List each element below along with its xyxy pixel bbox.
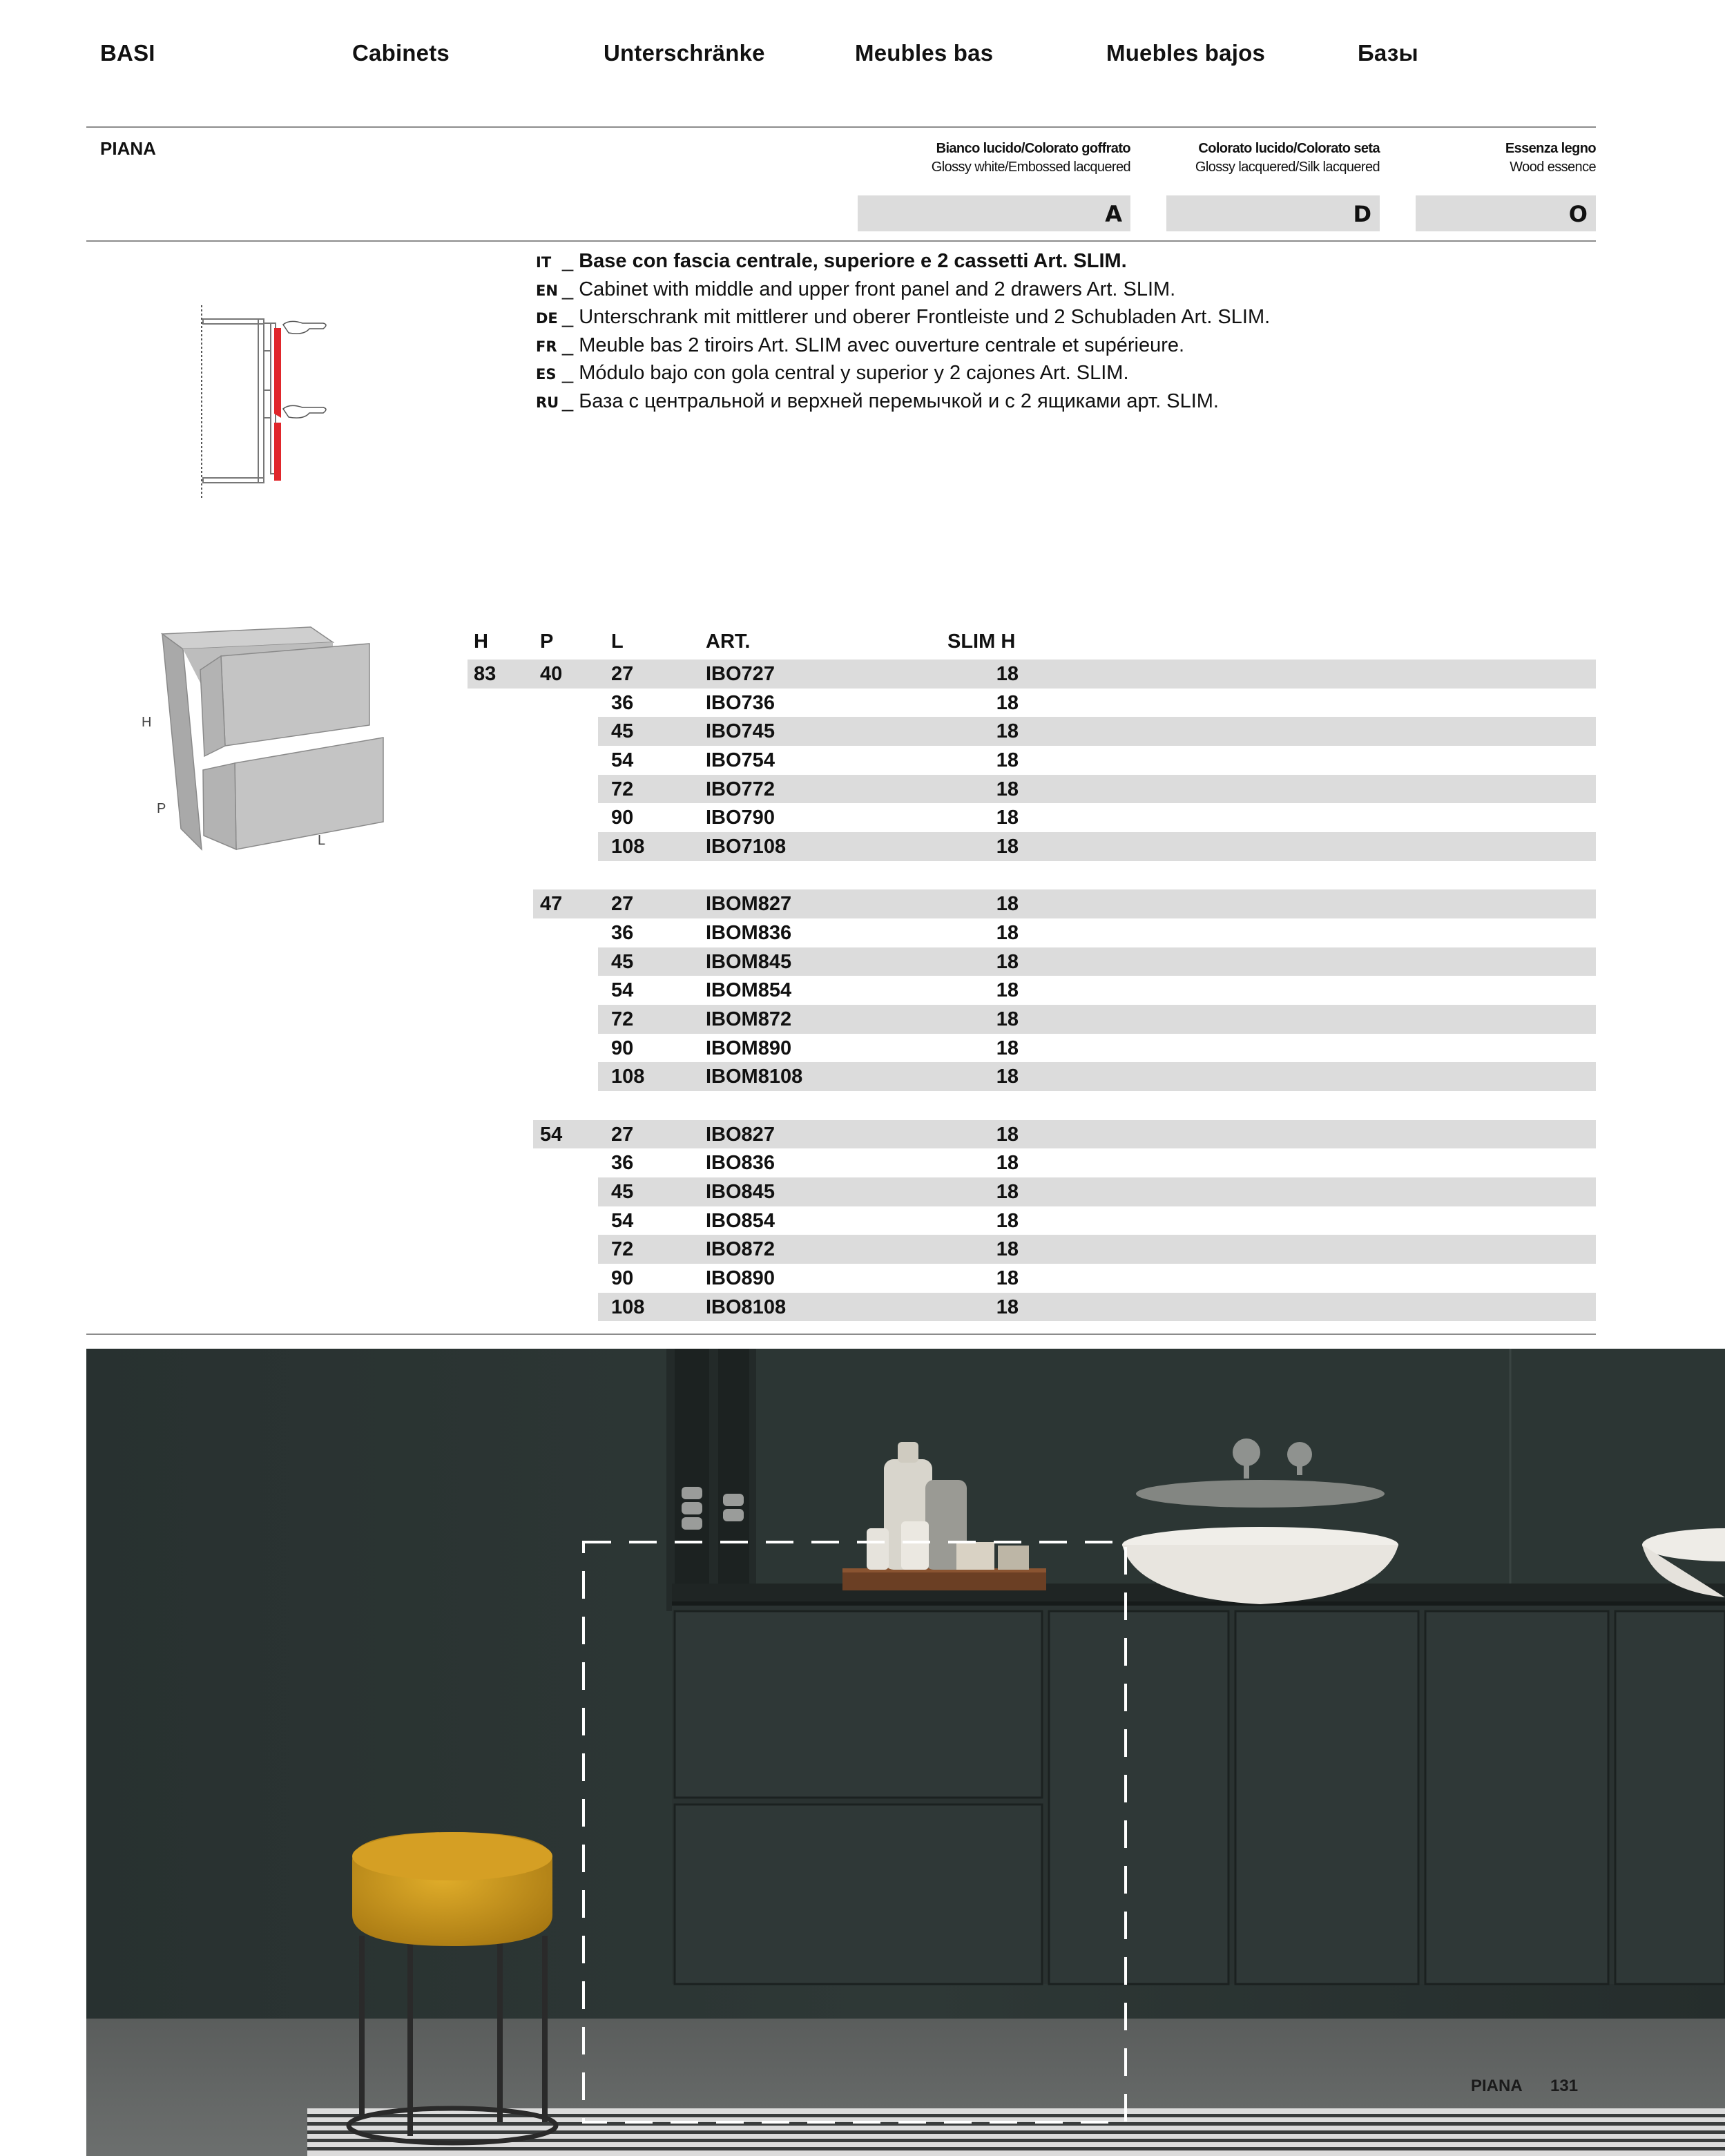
col-header-p: P <box>540 631 554 653</box>
cell-width: 90 <box>611 807 634 829</box>
cell-slim-h: 18 <box>996 807 1019 829</box>
cell-width: 54 <box>611 749 634 771</box>
bathroom-scene <box>86 1349 1725 2156</box>
dim-label-l: L <box>318 833 326 848</box>
description-fr: FR _ Meuble bas 2 tiroirs Art. SLIM avec ouverture centrale et supérieure. <box>536 334 1185 356</box>
cell-width: 108 <box>611 1066 645 1088</box>
cell-article: IBO845 <box>706 1181 775 1204</box>
description-de: DE _ Unterschrank mit mittlerer und oberer Frontleiste und 2 Schubladen Art. SLIM. <box>536 306 1271 328</box>
table-row-band <box>533 1120 1596 1149</box>
cell-width: 27 <box>611 1123 634 1146</box>
dim-label-h: H <box>142 715 152 730</box>
cell-article: IBO827 <box>706 1123 775 1146</box>
finish-rule <box>86 240 1596 242</box>
cell-width: 72 <box>611 1008 634 1031</box>
col-header-h: H <box>474 631 488 653</box>
cell-article: IBO727 <box>706 663 775 685</box>
cell-article: IBOM845 <box>706 950 792 973</box>
cell-width: 90 <box>611 1037 634 1059</box>
product-photo <box>86 1349 1725 2156</box>
cell-depth: 40 <box>540 663 563 685</box>
cell-article: IBOM854 <box>706 979 792 1002</box>
cell-article: IBO8108 <box>706 1296 787 1318</box>
description-es: ES _ Módulo bajo con gola central y superior y 2 cajones Art. SLIM. <box>536 362 1129 384</box>
header-title-de: Unterschränke <box>604 40 765 66</box>
cell-width: 36 <box>611 691 634 714</box>
finish-o-name: Essenza legno <box>1505 141 1596 156</box>
cell-width: 108 <box>611 1296 645 1318</box>
cell-slim-h: 18 <box>996 778 1019 800</box>
cell-article: IBOM890 <box>706 1037 792 1059</box>
cell-width: 45 <box>611 1181 634 1204</box>
cell-slim-h: 18 <box>996 1238 1019 1261</box>
top-rule <box>86 126 1596 128</box>
finish-a-name-en: Glossy white/Embossed lacquered <box>931 160 1130 175</box>
finish-d-label <box>1195 139 1380 177</box>
col-header-slim: SLIM H <box>947 631 1016 653</box>
cell-slim-h: 18 <box>996 1267 1019 1290</box>
cell-article: IBO790 <box>706 807 775 829</box>
cell-slim-h: 18 <box>996 720 1019 743</box>
description-en: EN _ Cabinet with middle and upper front panel and 2 drawers Art. SLIM. <box>536 278 1176 300</box>
cell-slim-h: 18 <box>996 1181 1019 1204</box>
rug <box>307 2108 1725 2156</box>
finish-code-d: D <box>1166 195 1380 231</box>
description-block <box>536 247 1270 415</box>
finish-a-name: Bianco lucido/Colorato goffrato <box>936 141 1130 156</box>
section-drawing <box>186 297 352 504</box>
cell-width: 36 <box>611 1152 634 1175</box>
cell-slim-h: 18 <box>996 749 1019 771</box>
cell-depth: 54 <box>540 1123 563 1146</box>
cell-slim-h: 18 <box>996 922 1019 945</box>
cell-width: 90 <box>611 1267 634 1290</box>
cell-article: IBO754 <box>706 749 775 771</box>
cell-slim-h: 18 <box>996 1296 1019 1318</box>
footer-series: PIANA <box>1471 2077 1523 2095</box>
cell-slim-h: 18 <box>996 1152 1019 1175</box>
cell-height: 83 <box>474 663 497 685</box>
cell-width: 72 <box>611 778 634 800</box>
table-row-band <box>533 889 1596 918</box>
cell-width: 45 <box>611 720 634 743</box>
table-bottom-rule <box>86 1334 1596 1335</box>
header-title-en: Cabinets <box>352 40 450 66</box>
cell-slim-h: 18 <box>996 663 1019 685</box>
cell-article: IBOM8108 <box>706 1066 803 1088</box>
finish-d-name: Colorato lucido/Colorato seta <box>1198 141 1380 156</box>
cell-article: IBO890 <box>706 1267 775 1290</box>
cell-width: 54 <box>611 1209 634 1232</box>
page-number: 131 <box>1550 2077 1579 2095</box>
cell-article: IBO736 <box>706 691 775 714</box>
cell-slim-h: 18 <box>996 1209 1019 1232</box>
header-title-ru: Базы <box>1358 40 1418 66</box>
cell-article: IBO836 <box>706 1152 775 1175</box>
series-name: PIANA <box>100 138 156 159</box>
cell-slim-h: 18 <box>996 1066 1019 1088</box>
cell-width: 36 <box>611 922 634 945</box>
header-title-it: BASI <box>100 40 155 66</box>
cell-width: 27 <box>611 663 634 685</box>
cell-width: 54 <box>611 979 634 1002</box>
cell-width: 72 <box>611 1238 634 1261</box>
header-title-fr: Meubles bas <box>855 40 994 66</box>
cell-slim-h: 18 <box>996 1008 1019 1031</box>
cell-slim-h: 18 <box>996 1037 1019 1059</box>
cell-slim-h: 18 <box>996 979 1019 1002</box>
description-it: IT _ Base con fascia centrale, superiore e 2 cassetti Art. SLIM. <box>536 250 1127 272</box>
cell-slim-h: 18 <box>996 1123 1019 1146</box>
finish-o-name-en: Wood essence <box>1510 160 1596 175</box>
cell-article: IBO854 <box>706 1209 775 1232</box>
cell-article: IBO872 <box>706 1238 775 1261</box>
cabinet-drawing <box>131 615 394 863</box>
cell-article: IBOM836 <box>706 922 792 945</box>
cell-depth: 47 <box>540 893 563 916</box>
cell-slim-h: 18 <box>996 836 1019 858</box>
cell-slim-h: 18 <box>996 893 1019 916</box>
header-title-es: Muebles bajos <box>1106 40 1265 66</box>
col-header-l: L <box>611 631 624 653</box>
cell-article: IBOM827 <box>706 893 792 916</box>
cell-article: IBOM872 <box>706 1008 792 1031</box>
cell-article: IBO772 <box>706 778 775 800</box>
cell-slim-h: 18 <box>996 950 1019 973</box>
dim-label-p: P <box>157 801 166 816</box>
finish-code-o: O <box>1416 195 1596 231</box>
cell-article: IBO7108 <box>706 836 787 858</box>
finish-code-a: A <box>858 195 1130 231</box>
finish-a-label <box>932 139 1130 177</box>
finish-o-label <box>1505 139 1596 177</box>
cell-slim-h: 18 <box>996 691 1019 714</box>
cell-width: 27 <box>611 893 634 916</box>
table-row-band <box>468 660 1596 689</box>
col-header-art: ART. <box>706 631 751 653</box>
description-ru: RU _ База с центральной и верхней перемычкой и с 2 ящиками арт. SLIM. <box>536 389 1219 412</box>
finish-d-name-en: Glossy lacquered/Silk lacquered <box>1195 160 1380 175</box>
cell-article: IBO745 <box>706 720 775 743</box>
cell-width: 45 <box>611 950 634 973</box>
cell-width: 108 <box>611 836 645 858</box>
